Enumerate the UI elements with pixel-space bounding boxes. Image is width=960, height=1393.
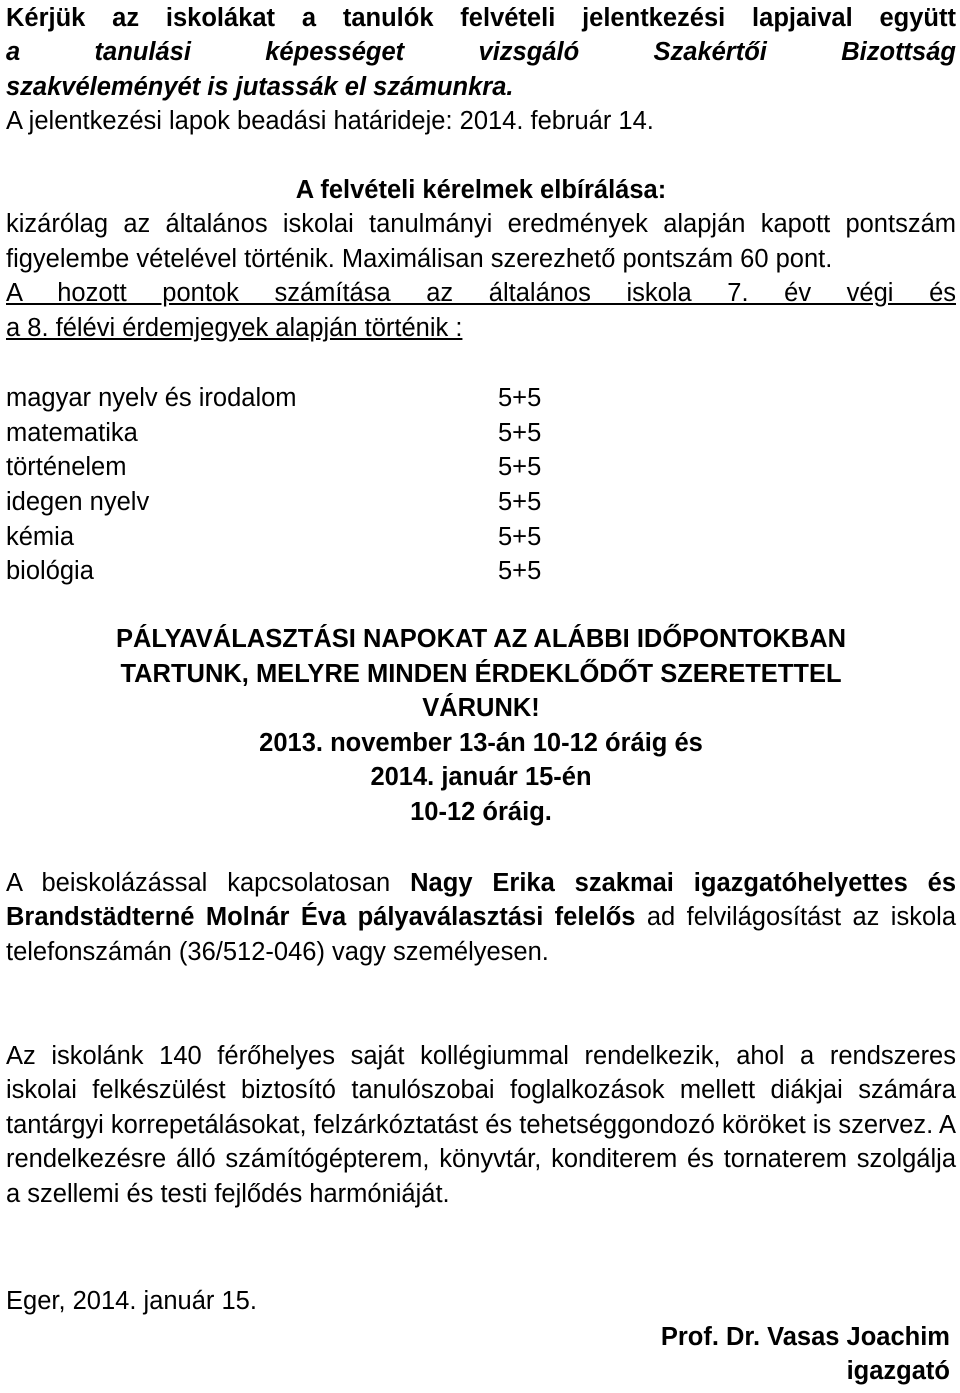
signer-name: Prof. Dr. Vasas Joachim xyxy=(660,1323,950,1351)
contact-persons: Nagy Erika szakmai igazgatóhelyettes és Brandstädterné Molnár Éva pályaválasztási felelős xyxy=(6,869,957,932)
subject-row xyxy=(6,485,606,520)
contact-text-2: ad felvilágosítást az iskola telefonszámán (36/512-046) vagy személyesen. xyxy=(6,903,957,966)
subject-name: kémia xyxy=(6,522,75,551)
contact-text-1: A beiskolázással kapcsolatosan xyxy=(6,869,411,897)
subject-name: magyar nyelv és irodalom xyxy=(6,384,297,412)
subject-score: 5+5 xyxy=(498,522,542,551)
place-date: Eger, 2014. január 15. xyxy=(6,1287,257,1315)
open-days-line-2: TARTUNK, MELYRE MINDEN ÉRDEKLŐDŐT SZERETETTEL xyxy=(120,659,842,688)
points-calc-line: A hozott pontok számítása az általános iskola 7. év végi és xyxy=(6,279,956,308)
subject-name: matematika xyxy=(6,418,138,447)
subject-row xyxy=(6,381,606,416)
evaluation-text: kizárólag az általános iskolai tanulmányi eredmények alapján kapott pontszám figyelembe vételével történik. Maximálisan szerezhető pontszám 60 pont. xyxy=(6,210,956,273)
open-days-announcement xyxy=(6,622,956,829)
subject-name: idegen nyelv xyxy=(6,488,150,517)
subject-score: 5+5 xyxy=(498,453,542,482)
subject-name: biológia xyxy=(6,557,94,586)
intro-bold-line-3: szakvéleményét is jutassák el számunkra. xyxy=(6,72,514,101)
dormitory-paragraph: Az iskolánk 140 férőhelyes saját kollégiummal rendelkezik, ahol a rendszeres iskolai felkészülést biztosító tanulószobai foglalkozások mellett diákjai számára tantárgyi korrepetálásokat, felzárkóztatást és tehetséggondozó köröket is szervez. A rendelkezésre álló számítógépterem, könyvtár, konditerem és tornaterem szolgálja a szellemi és testi fejlődés harmóniáját. xyxy=(6,1042,956,1208)
open-days-date-2: 2014. január 15-én xyxy=(370,763,592,791)
subject-row xyxy=(6,416,606,451)
subject-score: 5+5 xyxy=(498,384,542,412)
subject-name: történelem xyxy=(6,453,127,482)
intro-paragraph xyxy=(6,1,956,139)
subject-score: 5+5 xyxy=(498,418,542,447)
subject-row xyxy=(6,520,606,555)
open-days-time-2: 10-12 óráig. xyxy=(410,797,552,826)
open-days-line-3: VÁRUNK! xyxy=(422,694,540,722)
evaluation-heading: A felvételi kérelmek elbírálása: xyxy=(295,176,667,204)
points-calc-continuation: a 8. félévi érdemjegyek alapján történik : xyxy=(6,313,463,342)
subject-score: 5+5 xyxy=(498,488,542,517)
subject-score: 5+5 xyxy=(498,557,542,586)
signer-title: igazgató xyxy=(846,1357,950,1386)
intro-bold-line-1: Kérjük az iskolákat a tanulók felvételi jelentkezési lapjaival együtt xyxy=(6,4,956,32)
subject-list xyxy=(6,381,606,589)
deadline-text: A jelentkezési lapok beadási határideje: 2014. február 14. xyxy=(6,107,654,136)
open-days-date-1: 2013. november 13-án 10-12 óráig és xyxy=(259,728,703,757)
evaluation-section xyxy=(6,173,956,345)
signature-block xyxy=(661,1320,950,1389)
contact-paragraph xyxy=(6,866,956,969)
open-days-line-1: PÁLYAVÁLASZTÁSI NAPOKAT AZ ALÁBBI IDŐPONTOKBAN xyxy=(115,625,847,653)
subject-row xyxy=(6,450,606,485)
subject-row xyxy=(6,554,606,589)
intro-bold-line-2: a tanulási képességet vizsgáló Szakértői Bizottság xyxy=(6,38,956,67)
